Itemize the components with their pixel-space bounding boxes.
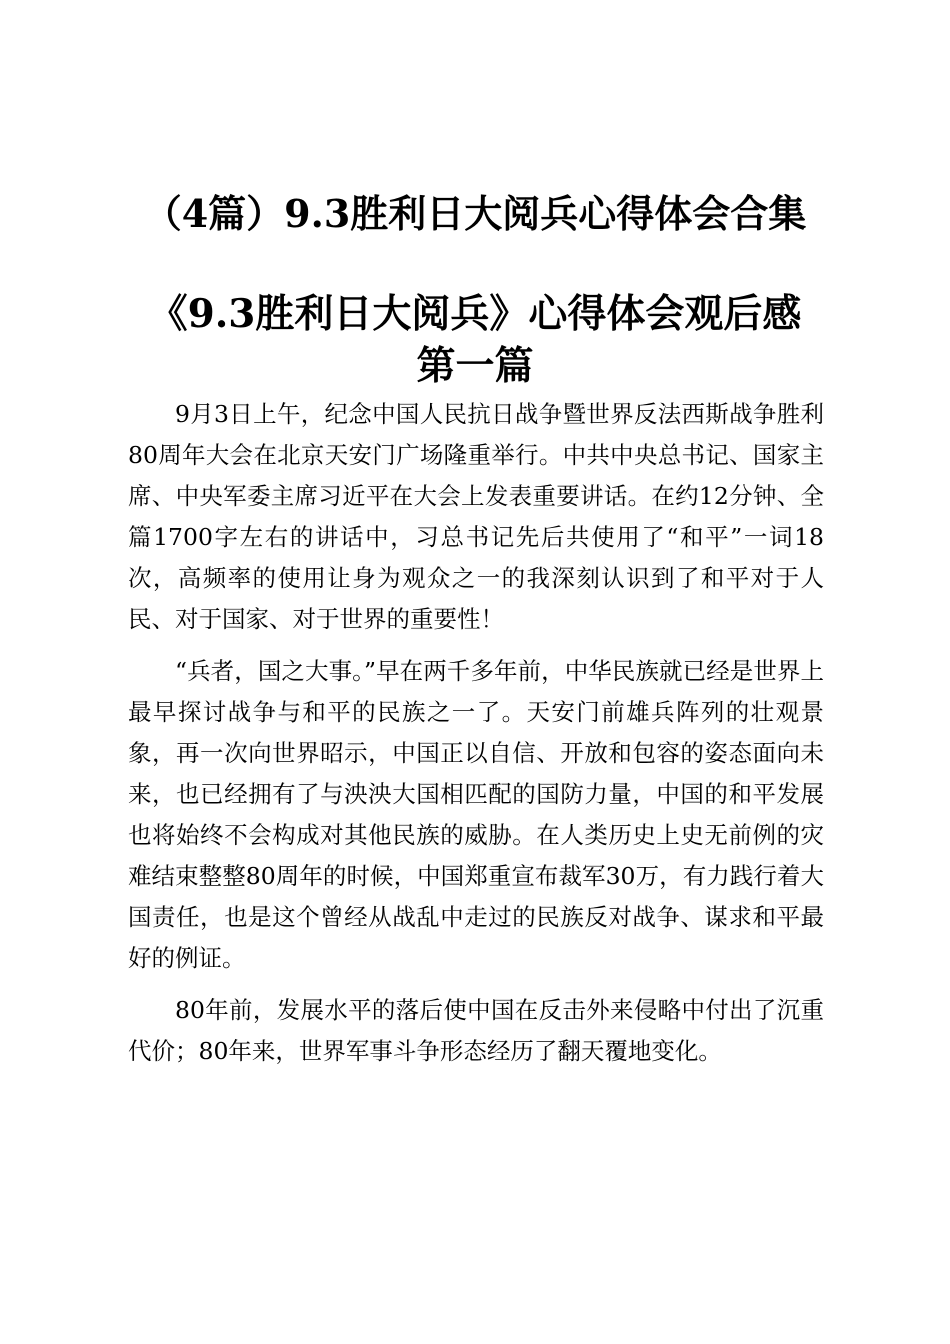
paragraph-3: 80年前，发展水平的落后使中国在反击外来侵略中付出了沉重代价；80年来，世界军事斗争形态经历了翻天覆地变化。 (128, 996, 824, 1065)
paragraph-1: 9月3日上午，纪念中国人民抗日战争暨世界反法西斯战争胜利80周年大会在北京天安门广场隆重举行。中共中央总书记、国家主席、中央军委主席习近平在大会上发表重要讲话。在约12分钟、全篇1700字左右的讲话中，习总书记先后共使用了“和平”一词18次，高频率的使用让身为观众之一的我深刻认识到了和平对于人民、对于国家、对于世界的重要性！ (128, 400, 824, 633)
section-title-line-1: 《9.3胜利日大阅兵》心得体会观后感 (148, 291, 802, 337)
body-text (128, 394, 824, 1072)
section-title (100, 288, 850, 392)
document-title: （4篇）9.3胜利日大阅兵心得体会合集 (143, 191, 807, 236)
paragraph-2: “兵者，国之大事。”早在两千多年前，中华民族就已经是世界上最早探讨战争与和平的民族之一了。天安门前雄兵阵列的壮观景象，再一次向世界昭示，中国正以自信、开放和包容的姿态面向未来，也已经拥有了与泱泱大国相匹配的国防力量，中国的和平发展也将始终不会构成对其他民族的威胁。在人类历史上史无前例的灾难结束整整80周年的时候，中国郑重宣布裁军30万，有力践行着大国责任，也是这个曾经从战乱中走过的民族反对战争、谋求和平最好的例证。 (128, 657, 824, 972)
section-title-line-2: 第一篇 (416, 343, 534, 389)
